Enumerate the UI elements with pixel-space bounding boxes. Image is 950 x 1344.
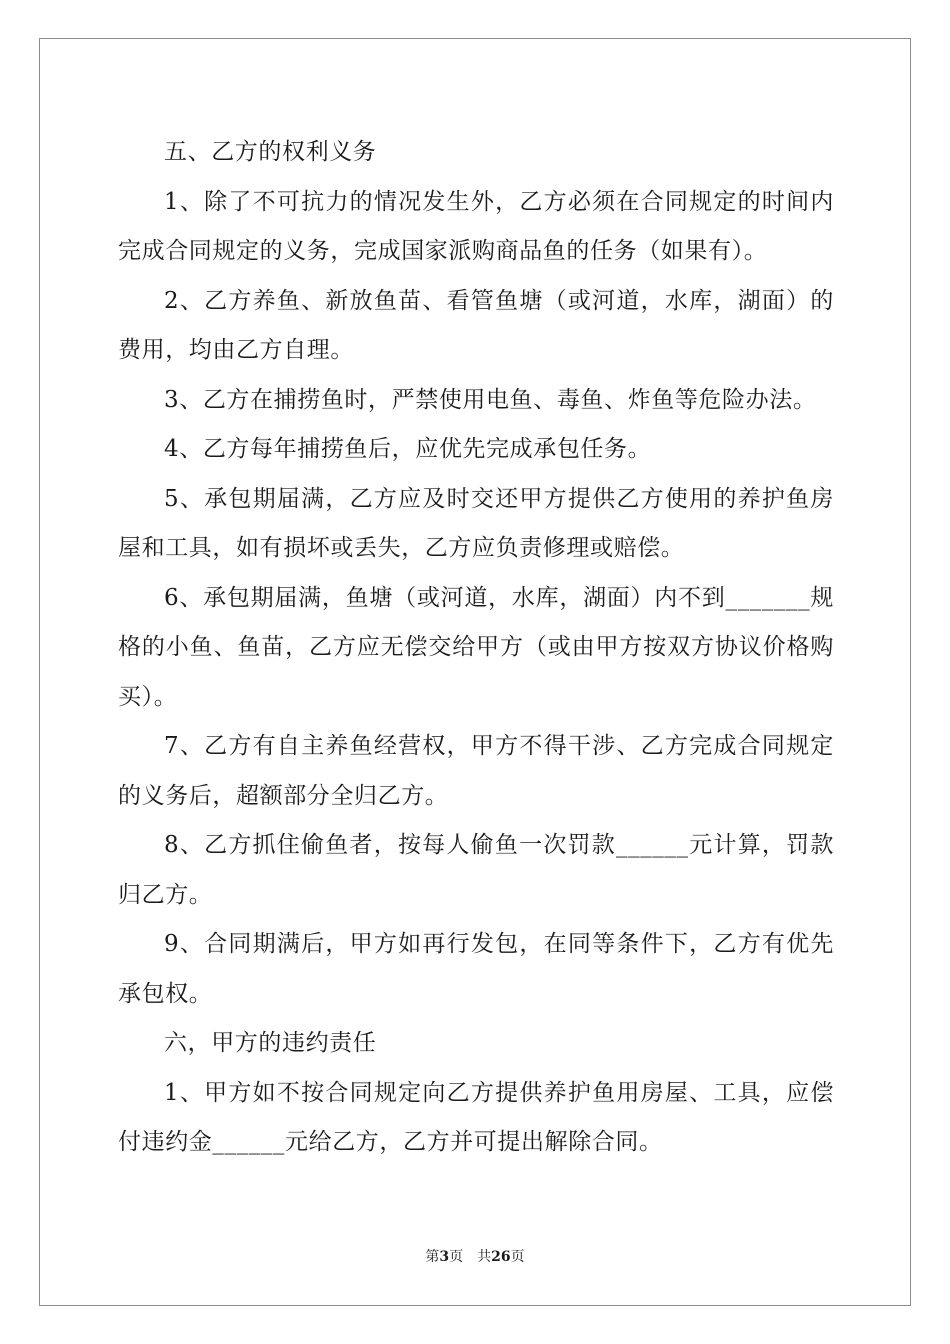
page-number: 3 <box>439 1249 450 1265</box>
total-prefix: 共 <box>477 1249 492 1265</box>
clause-b-4: 4、乙方每年捕捞鱼后，应优先完成承包任务。 <box>164 436 652 462</box>
clause-b-9: 9、合同期满后，甲方如再行发包，在同等条件下，乙方有优先承包权。 <box>118 931 834 1007</box>
clause-b-5: 5、承包期届满，乙方应及时交还甲方提供乙方使用的养护鱼房屋和工具，如有损坏或丢失，乙方应负责修理或赔偿。 <box>118 485 834 561</box>
total-pages: 26 <box>491 1249 511 1265</box>
clause-a-1: 1、甲方如不按合同规定向乙方提供养护鱼用房屋、工具，应偿付违约金______元给乙方，乙方并可提出解除合同。 <box>118 1079 834 1155</box>
clause-b-7: 7、乙方有自主养鱼经营权，甲方不得干涉、乙方完成合同规定的义务后，超额部分全归乙方。 <box>118 733 834 809</box>
document-body <box>118 128 834 1168</box>
clause-b-1: 1、除了不可抗力的情况发生外，乙方必须在合同规定的时间内完成合同规定的义务，完成国家派购商品鱼的任务（如果有）。 <box>118 188 834 264</box>
clause-b-6: 6、承包期届满，鱼塘（或河道，水库，湖面）内不到_______规格的小鱼、鱼苗，乙方应无偿交给甲方（或由甲方按双方协议价格购买）。 <box>118 584 834 710</box>
page-prefix: 第 <box>425 1249 440 1265</box>
clause-b-2: 2、乙方养鱼、新放鱼苗、看管鱼塘（或河道，水库，湖面）的费用，均由乙方自理。 <box>118 287 834 363</box>
total-suffix: 页 <box>510 1249 525 1265</box>
clause-b-3: 3、乙方在捕捞鱼时，严禁使用电鱼、毒鱼、炸鱼等危险办法。 <box>164 386 817 413</box>
clause-b-8: 8、乙方抓住偷鱼者，按每人偷鱼一次罚款______元计算，罚款归乙方。 <box>118 832 834 908</box>
section-heading-party-b-rights: 五、乙方的权利义务 <box>164 139 377 165</box>
page-suffix: 页 <box>449 1249 464 1265</box>
section-heading-party-a-liability: 六，甲方的违约责任 <box>164 1030 377 1056</box>
page-footer <box>0 1246 950 1266</box>
